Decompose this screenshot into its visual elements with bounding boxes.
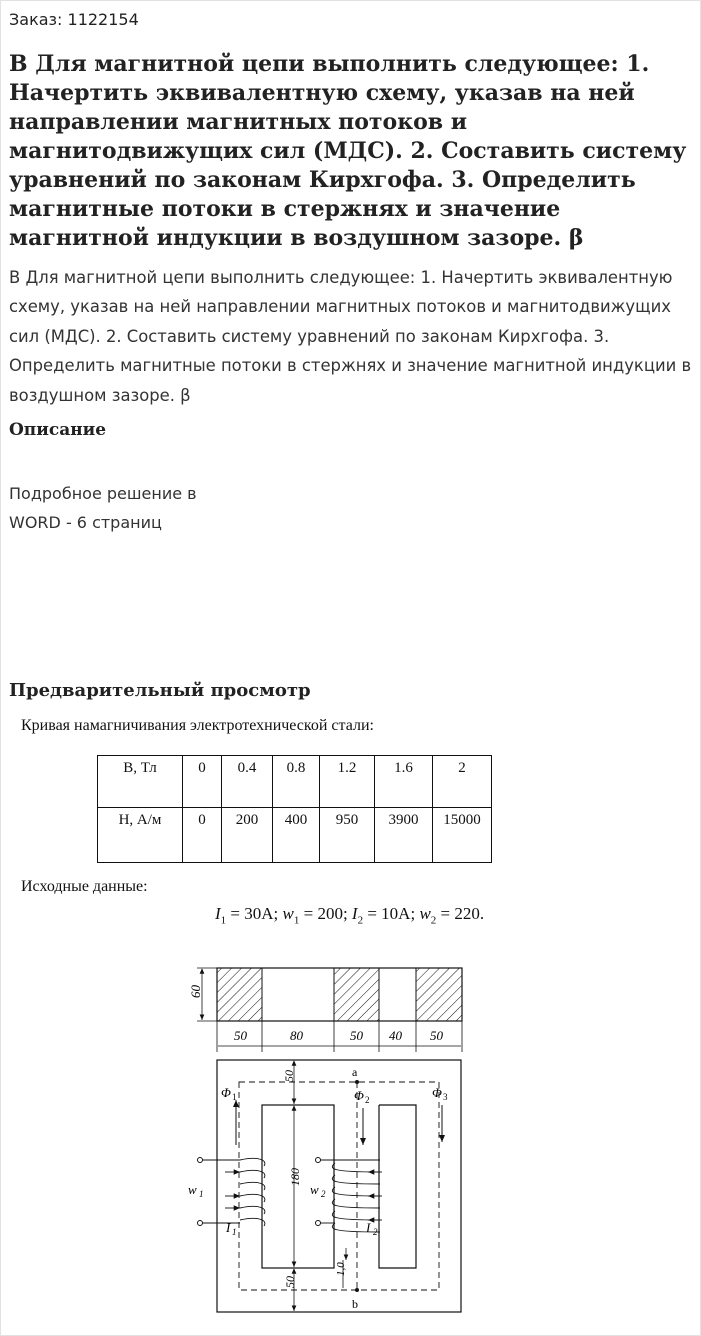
table-cell: 2	[433, 756, 492, 808]
dim-gap: 1,0	[335, 1262, 347, 1276]
dim-top-1: 50	[234, 1028, 247, 1043]
table-cell: 0	[183, 756, 222, 808]
table-cell: 950	[320, 808, 375, 863]
label-phi1-sub: 1	[232, 1092, 237, 1102]
formula-value: = 10A;	[363, 904, 420, 923]
label-I2-sub: 2	[373, 1227, 378, 1237]
label-phi3: Φ	[432, 1085, 442, 1100]
formula-sub: 1	[293, 914, 300, 927]
description-heading: Описание	[9, 420, 107, 440]
label-w1-sub: 1	[199, 1189, 204, 1199]
label-phi2-sub: 2	[365, 1095, 370, 1105]
label-I2: I	[366, 1220, 371, 1235]
node-b: b	[352, 1297, 358, 1311]
table-cell: 400	[273, 808, 320, 863]
magnetic-core	[217, 1060, 461, 1312]
label-phi3-sub: 3	[443, 1092, 448, 1102]
label-w1: w	[188, 1182, 197, 1197]
description-line-2: WORD - 6 страниц	[9, 513, 162, 532]
winding-1	[188, 1158, 265, 1238]
table-row	[98, 756, 492, 808]
table-cell: 1.6	[375, 756, 433, 808]
magnetization-table	[97, 755, 492, 863]
dim-height: 60	[188, 985, 203, 998]
table-cell: 3900	[375, 808, 433, 863]
table-cell: 1.2	[320, 756, 375, 808]
page-title: В Для магнитной цепи выполнить следующее: 1. Начертить эквивалентную схему, указав на ней направлении магнитных потоков и магнитодвижущих сил (МДС). 2. Составить систему уравнений по законам Кирхгофа. 3. Определить магнитные потоки в стержнях и значение магнитной индукции в воздушном зазоре. β	[9, 51, 687, 251]
table-cell: 0.4	[222, 756, 273, 808]
table-row	[98, 808, 492, 863]
magnetic-circuit-figure	[180, 960, 480, 1320]
table-cell: 0.8	[273, 756, 320, 808]
formula-sub: 2	[357, 914, 364, 927]
task-description: В Для магнитной цепи выполнить следующее: 1. Начертить эквивалентную схему, указав на ней направлении магнитных потоков и магнитодвижущих сил (МДС). 2. Составить систему уравнений по законам Кирхгофа. 3. Определить магнитные потоки в стержнях и значение магнитной индукции в воздушном зазоре. β	[9, 268, 692, 405]
order-number: Заказ: 1122154	[9, 10, 139, 29]
formula-symbol: w	[419, 904, 431, 923]
label-w2: w	[310, 1182, 319, 1197]
dim-top-2: 80	[290, 1028, 303, 1043]
table-cell: 0	[183, 808, 222, 863]
dim-top-yoke: 50	[282, 1070, 296, 1082]
table-cell: B, Тл	[98, 756, 183, 808]
initial-data-formula	[215, 904, 484, 926]
dim-bottom-yoke: 50	[283, 1276, 297, 1288]
dim-top-3: 50	[350, 1028, 363, 1043]
label-I1-sub: 1	[232, 1227, 237, 1237]
node-a: a	[352, 1065, 358, 1079]
label-I1: I	[226, 1220, 231, 1235]
formula-value: = 30A;	[226, 904, 283, 923]
initial-data-caption: Исходные данные:	[21, 878, 148, 895]
formula-symbol: I	[351, 904, 358, 923]
dim-core: 180	[288, 1168, 302, 1186]
label-w2-sub: 2	[321, 1189, 326, 1199]
table-cell: H, А/м	[98, 808, 183, 863]
table-cell: 15000	[433, 808, 492, 863]
preview-heading: Предварительный просмотр	[9, 680, 311, 701]
cross-section	[188, 968, 462, 1052]
formula-sub: 2	[430, 914, 437, 927]
formula-symbol: I	[215, 904, 221, 923]
winding-2	[310, 1158, 382, 1238]
curve-caption: Кривая намагничивания электротехнической стали:	[21, 717, 374, 734]
formula-value: = 220.	[436, 904, 485, 923]
dim-top-4: 40	[389, 1028, 402, 1043]
label-phi1: Φ	[221, 1085, 231, 1100]
formula-sub: 1	[220, 914, 227, 927]
formula-value: = 200;	[299, 904, 352, 923]
table-cell: 200	[222, 808, 273, 863]
formula-symbol: w	[282, 904, 294, 923]
label-phi2: Φ	[354, 1088, 364, 1103]
dim-top-5: 50	[430, 1028, 443, 1043]
description-line-1: Подробное решение в	[9, 484, 197, 503]
